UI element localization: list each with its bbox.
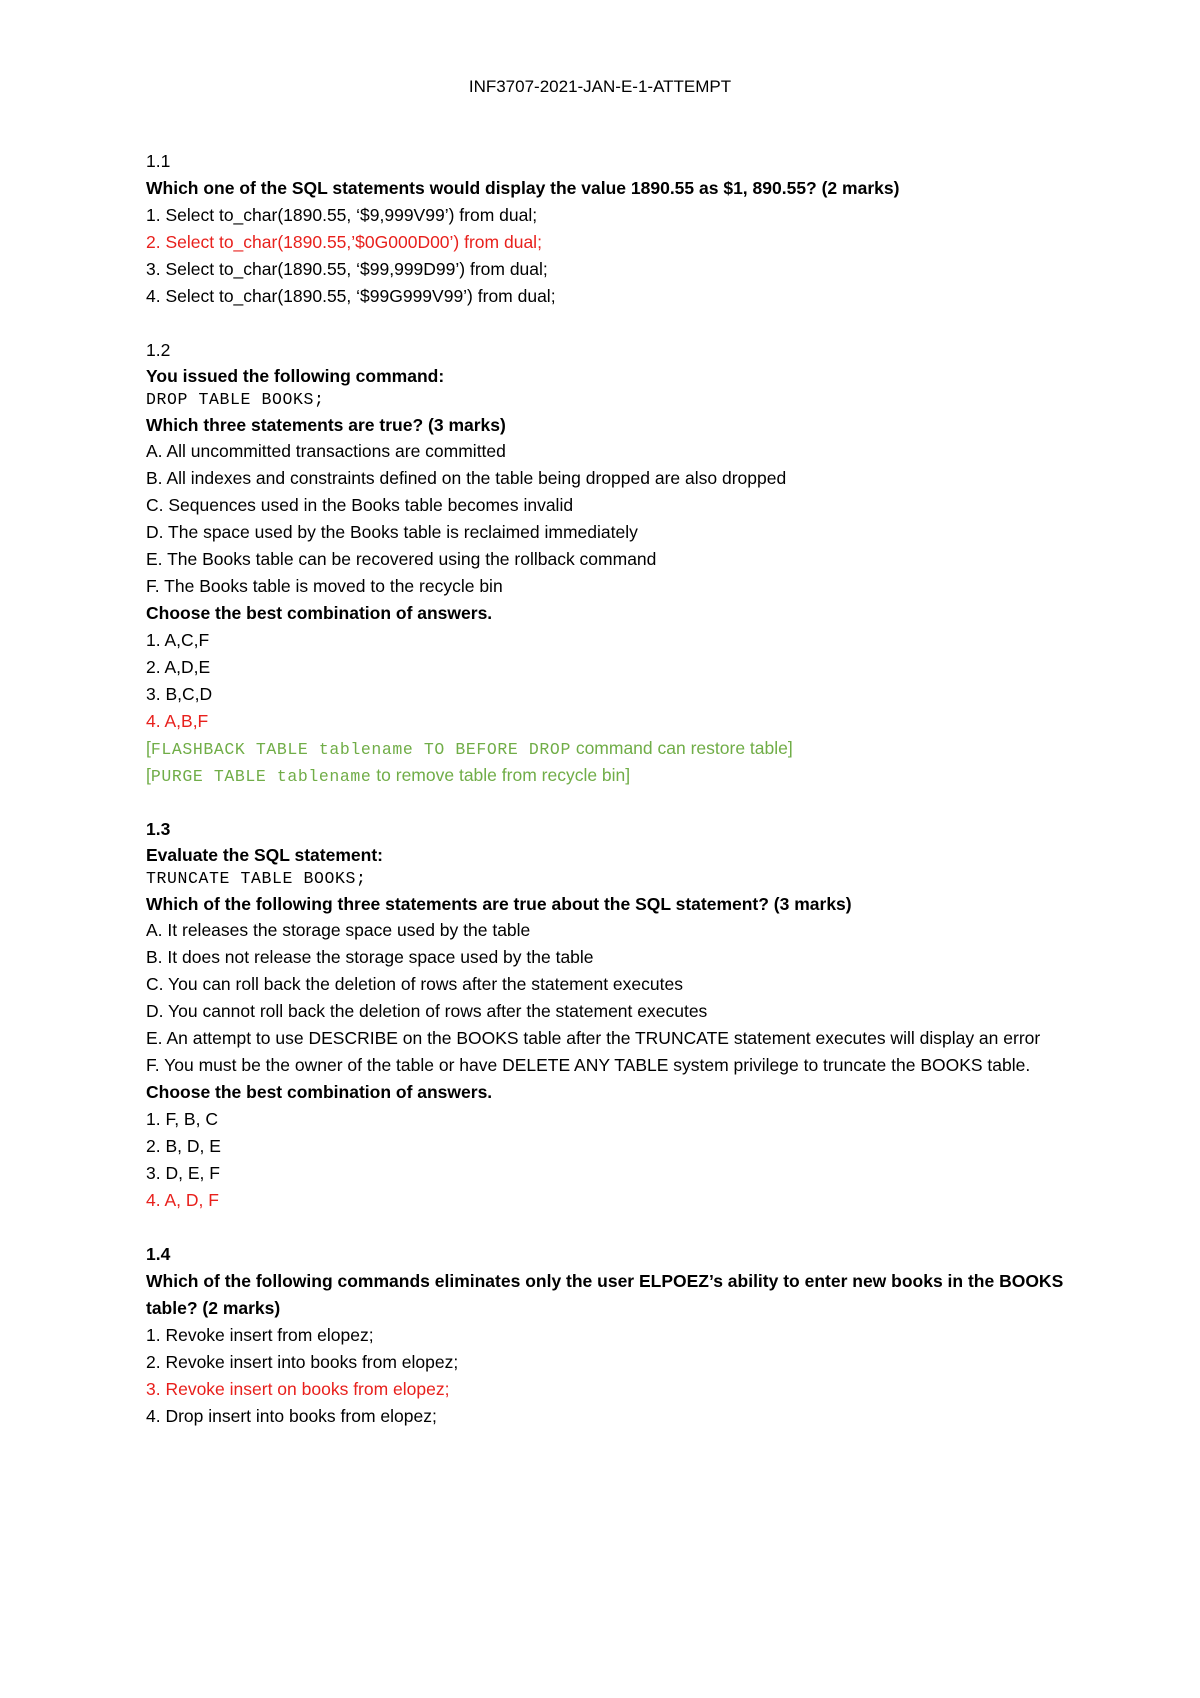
- page-header: INF3707-2021-JAN-E-1-ATTEMPT: [468, 77, 732, 96]
- question-text-1-4: Which of the following commands eliminates only the user ELPOEZ’s ability to enter new books in the BOOKS table? (2 marks): [146, 1271, 1064, 1318]
- statement-text: The Books table can be recovered using the rollback command: [162, 549, 657, 569]
- note-purge: [146, 762, 1066, 789]
- question-text-1-1: Which one of the SQL statements would display the value 1890.55 as $1, 890.55? (2 marks): [146, 178, 900, 198]
- question-number-1-1: 1.1: [146, 151, 171, 171]
- q2-answer-1: 1. A,C,F: [146, 630, 210, 650]
- document-body: [146, 148, 1066, 1430]
- q4-option-1: 1. Revoke insert from elopez;: [146, 1325, 374, 1345]
- statement-letter: B.: [146, 468, 163, 488]
- q2-statement-a: [146, 438, 1066, 465]
- q3-statement-e: [146, 1025, 1066, 1052]
- q3-answer-2: 2. B, D, E: [146, 1136, 221, 1156]
- spacer: [146, 310, 1066, 337]
- statement-letter: D.: [146, 1001, 164, 1021]
- statement-letter: F.: [146, 1055, 160, 1075]
- statement-letter: E.: [146, 1028, 163, 1048]
- statement-letter: D.: [146, 522, 164, 542]
- q1-option-1: 1. Select to_char(1890.55, ‘$9,999V99’) from dual;: [146, 205, 538, 225]
- choose-instruction-1-3: Choose the best combination of answers.: [146, 1082, 493, 1102]
- q2-answer-2: 2. A,D,E: [146, 657, 211, 677]
- q2-statement-c: [146, 492, 1066, 519]
- q2-statement-e: [146, 546, 1066, 573]
- question-number-1-2: 1.2: [146, 340, 171, 360]
- question-text-1-2: Which three statements are true? (3 marks): [146, 415, 506, 435]
- q2-answer-4-correct: 4. A,B,F: [146, 711, 209, 731]
- note-flashback: [146, 735, 1066, 762]
- statement-text: You cannot roll back the deletion of rows after the statement executes: [163, 1001, 708, 1021]
- q3-statement-c: [146, 971, 1066, 998]
- note-code: FLASHBACK TABLE tablename TO BEFORE DROP: [150, 740, 571, 759]
- sql-code-drop: DROP TABLE BOOKS;: [146, 390, 325, 409]
- statement-text: You can roll back the deletion of rows after the statement executes: [163, 974, 683, 994]
- statement-letter: C.: [146, 974, 164, 994]
- statement-letter: A.: [146, 441, 163, 461]
- note-bracket: [: [146, 738, 151, 758]
- q1-option-4: 4. Select to_char(1890.55, ‘$99G999V99’) from dual;: [146, 286, 556, 306]
- q3-answer-3: 3. D, E, F: [146, 1163, 220, 1183]
- statement-text: An attempt to use DESCRIBE on the BOOKS table after the TRUNCATE statement executes will display an error: [162, 1028, 1041, 1048]
- statement-text: All uncommitted transactions are committed: [162, 441, 506, 461]
- spacer: [146, 789, 1066, 816]
- q3-statement-f: [146, 1052, 1066, 1079]
- question-number-1-3: 1.3: [146, 819, 171, 839]
- statement-text: It does not release the storage space used by the table: [162, 947, 594, 967]
- statement-text: The space used by the Books table is reclaimed immediately: [163, 522, 638, 542]
- q2-statement-d: [146, 519, 1066, 546]
- question-number-1-4: 1.4: [146, 1244, 171, 1264]
- q2-answer-3: 3. B,C,D: [146, 684, 213, 704]
- spacer: [146, 1214, 1066, 1241]
- question-prompt-1-3: Evaluate the SQL statement:: [146, 845, 383, 865]
- q3-statement-a: [146, 917, 1066, 944]
- q3-statement-b: [146, 944, 1066, 971]
- q3-answer-4-correct: 4. A, D, F: [146, 1190, 219, 1210]
- sql-code-truncate: TRUNCATE TABLE BOOKS;: [146, 869, 367, 888]
- statement-text: All indexes and constraints defined on the table being dropped are also dropped: [162, 468, 787, 488]
- q4-option-4: 4. Drop insert into books from elopez;: [146, 1406, 437, 1426]
- question-prompt-1-2: You issued the following command:: [146, 366, 445, 386]
- note-bracket: [: [146, 765, 151, 785]
- q2-statement-f: [146, 573, 1066, 600]
- statement-text: You must be the owner of the table or have DELETE ANY TABLE system privilege to truncate the BOOKS table.: [159, 1055, 1031, 1075]
- q3-statement-d: [146, 998, 1066, 1025]
- q3-answer-1: 1. F, B, C: [146, 1109, 218, 1129]
- note-text: command can restore table]: [570, 738, 793, 758]
- statement-letter: B.: [146, 947, 163, 967]
- q4-option-2: 2. Revoke insert into books from elopez;: [146, 1352, 459, 1372]
- statement-text: The Books table is moved to the recycle bin: [159, 576, 503, 596]
- question-text-1-3: Which of the following three statements are true about the SQL statement? (3 marks): [146, 894, 852, 914]
- statement-text: It releases the storage space used by the table: [162, 920, 531, 940]
- statement-text: Sequences used in the Books table becomes invalid: [163, 495, 574, 515]
- statement-letter: F.: [146, 576, 160, 596]
- q4-option-3-answer: 3. Revoke insert on books from elopez;: [146, 1379, 450, 1399]
- choose-instruction-1-2: Choose the best combination of answers.: [146, 603, 493, 623]
- note-text: to remove table from recycle bin]: [371, 765, 631, 785]
- statement-letter: A.: [146, 920, 163, 940]
- note-code: PURGE TABLE tablename: [150, 767, 372, 786]
- q1-option-3: 3. Select to_char(1890.55, ‘$99,999D99’) from dual;: [146, 259, 548, 279]
- statement-letter: E.: [146, 549, 163, 569]
- statement-letter: C.: [146, 495, 164, 515]
- q2-statement-b: [146, 465, 1066, 492]
- q1-option-2-answer: 2. Select to_char(1890.55,’$0G000D00’) from dual;: [146, 232, 542, 252]
